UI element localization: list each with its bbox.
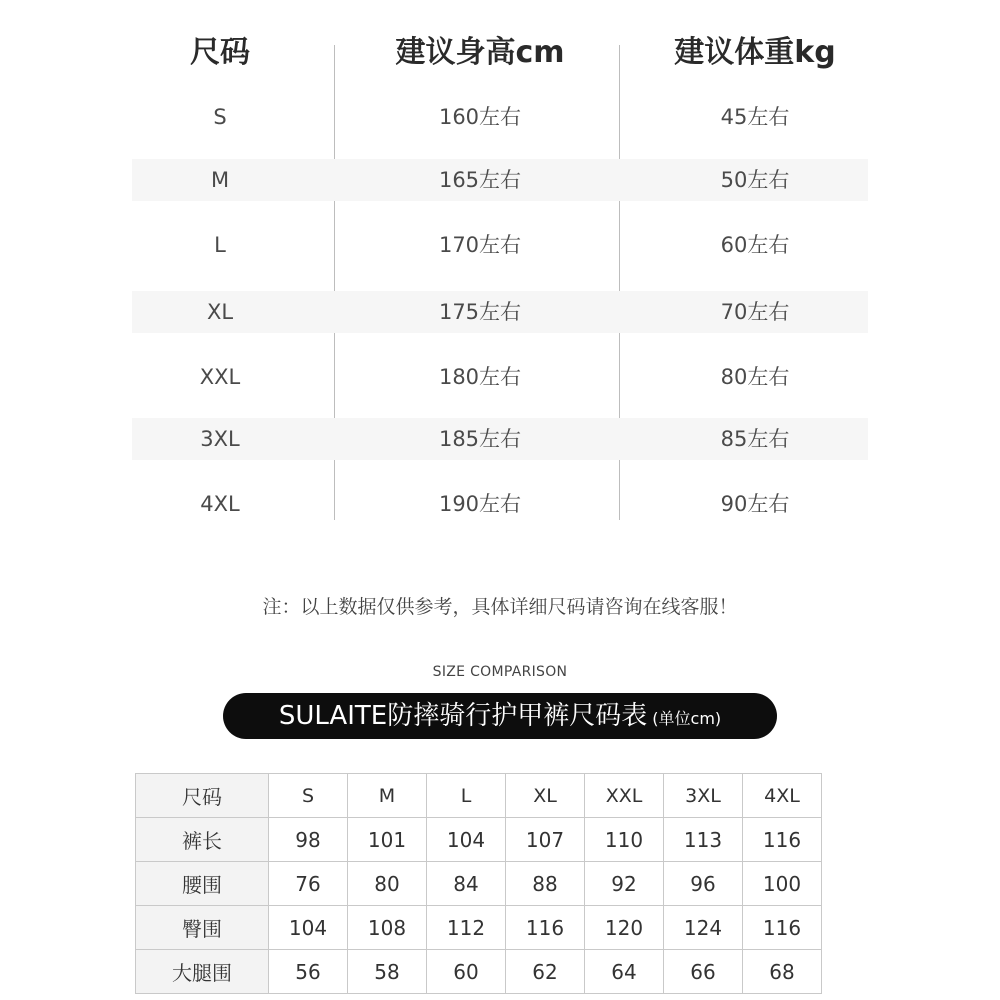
disclaimer-note: 注：以上数据仅供参考，具体详细尺码请咨询在线客服！ <box>262 596 738 618</box>
size-cell: L <box>214 233 226 257</box>
table-row <box>132 224 868 266</box>
value-cell: 92 <box>585 862 664 906</box>
value-cell: 124 <box>664 906 743 950</box>
header-size: 尺码 <box>190 35 250 70</box>
weight-cell: 60左右 <box>720 233 790 257</box>
value-cell: 101 <box>348 818 427 862</box>
table-row <box>132 291 868 333</box>
size-cell: XL <box>206 300 234 324</box>
weight-cell: 80左右 <box>720 365 790 389</box>
table-row <box>136 862 822 906</box>
table-row <box>132 96 868 138</box>
value-cell: 116 <box>743 818 822 862</box>
row-label: 尺码 <box>136 774 269 818</box>
value-cell: 107 <box>506 818 585 862</box>
value-cell: 98 <box>269 818 348 862</box>
value-cell: 112 <box>427 906 506 950</box>
size-cell: 3XL <box>200 427 240 451</box>
size-header: XL <box>506 774 585 818</box>
value-cell: 108 <box>348 906 427 950</box>
value-cell: 116 <box>743 906 822 950</box>
size-header: L <box>427 774 506 818</box>
height-cell: 165左右 <box>438 168 522 192</box>
value-cell: 120 <box>585 906 664 950</box>
table-row <box>132 159 868 201</box>
table-row <box>132 418 868 460</box>
height-cell: 170左右 <box>438 233 522 257</box>
row-label: 大腿围 <box>136 950 269 994</box>
height-cell: 185左右 <box>438 427 522 451</box>
value-cell: 66 <box>664 950 743 994</box>
row-label: 腰围 <box>136 862 269 906</box>
value-cell: 104 <box>427 818 506 862</box>
section-title-banner <box>223 693 777 739</box>
value-cell: 96 <box>664 862 743 906</box>
value-cell: 113 <box>664 818 743 862</box>
value-cell: 100 <box>743 862 822 906</box>
value-cell: 104 <box>269 906 348 950</box>
row-label: 裤长 <box>136 818 269 862</box>
table-row <box>136 818 822 862</box>
value-cell: 60 <box>427 950 506 994</box>
size-chart-table <box>135 773 822 994</box>
section-title: SULAITE防摔骑行护甲裤尺码表 <box>278 701 648 731</box>
size-cell: M <box>210 168 230 192</box>
size-cell: 4XL <box>200 492 240 516</box>
weight-cell: 50左右 <box>720 168 790 192</box>
table-row <box>136 950 822 994</box>
weight-cell: 70左右 <box>720 300 790 324</box>
row-label: 臀围 <box>136 906 269 950</box>
table-header-row <box>136 774 822 818</box>
value-cell: 68 <box>743 950 822 994</box>
weight-cell: 45左右 <box>720 105 790 129</box>
header-height: 建议身高cm <box>395 35 565 70</box>
size-header: 4XL <box>743 774 822 818</box>
table-row <box>132 356 868 398</box>
value-cell: 116 <box>506 906 585 950</box>
value-cell: 76 <box>269 862 348 906</box>
table-row <box>136 906 822 950</box>
value-cell: 58 <box>348 950 427 994</box>
header-weight: 建议体重kg <box>674 35 836 70</box>
unit-label: (单位cm) <box>652 709 722 728</box>
section-subtitle: SIZE COMPARISON <box>432 664 568 680</box>
size-cell: S <box>213 105 227 129</box>
value-cell: 84 <box>427 862 506 906</box>
size-header: M <box>348 774 427 818</box>
height-cell: 175左右 <box>438 300 522 324</box>
weight-cell: 85左右 <box>720 427 790 451</box>
value-cell: 62 <box>506 950 585 994</box>
height-cell: 160左右 <box>438 105 522 129</box>
value-cell: 64 <box>585 950 664 994</box>
table-row <box>132 483 868 525</box>
value-cell: 110 <box>585 818 664 862</box>
size-cell: XXL <box>199 365 241 389</box>
weight-cell: 90左右 <box>720 492 790 516</box>
height-cell: 180左右 <box>438 365 522 389</box>
size-header: S <box>269 774 348 818</box>
value-cell: 88 <box>506 862 585 906</box>
value-cell: 56 <box>269 950 348 994</box>
size-header: XXL <box>585 774 664 818</box>
size-header: 3XL <box>664 774 743 818</box>
value-cell: 80 <box>348 862 427 906</box>
height-cell: 190左右 <box>438 492 522 516</box>
